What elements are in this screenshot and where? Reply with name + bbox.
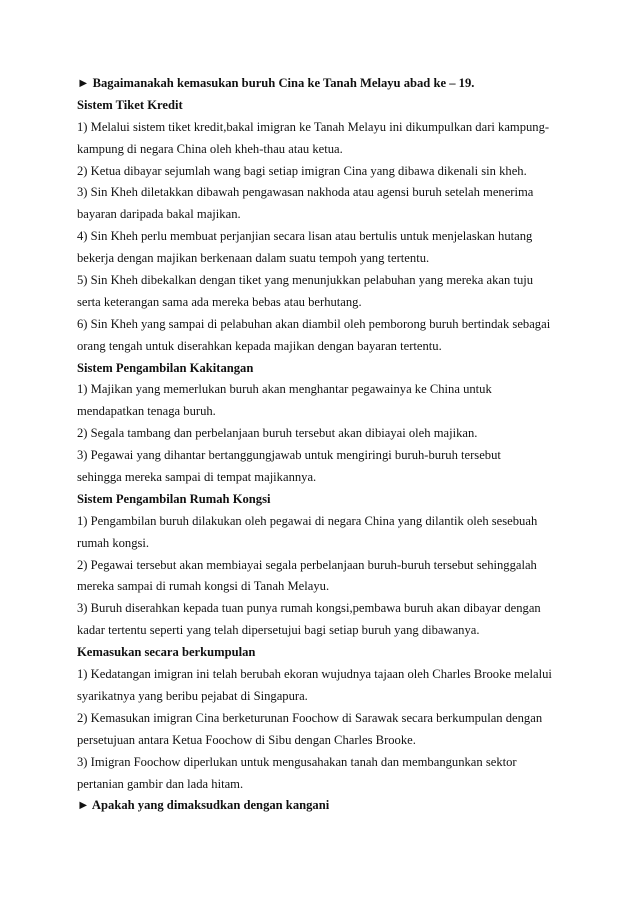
paragraph-line: 1) Kedatangan imigran ini telah berubah ekoran wujudnya tajaan oleh Charles Brooke melalui bbox=[77, 667, 552, 682]
paragraph-line: 1) Pengambilan buruh dilakukan oleh pegawai di negara China yang dilantik oleh sesebuah bbox=[77, 513, 538, 528]
paragraph-line: 5) Sin Kheh dibekalkan dengan tiket yang menunjukkan pelabuhan yang mereka akan tuju bbox=[77, 273, 534, 288]
paragraph-line: sehingga mereka sampai di tempat majikannya. bbox=[77, 470, 317, 485]
paragraph-line: 2) Segala tambang dan perbelanjaan buruh tersebut akan dibiayai oleh majikan. bbox=[77, 426, 478, 441]
paragraph-line: 2) Pegawai tersebut akan membiayai segala perbelanjaan buruh-buruh tersebut sehinggalah bbox=[77, 557, 537, 572]
paragraph-line: 2) Kemasukan imigran Cina berketurunan Foochow di Sarawak secara berkumpulan dengan bbox=[77, 710, 543, 725]
paragraph-line: orang tengah untuk diserahkan kepada majikan dengan bayaran tertentu. bbox=[77, 338, 442, 353]
paragraph-line: 4) Sin Kheh perlu membuat perjanjian secara lisan atau bertulis untuk menjelaskan hutang bbox=[77, 229, 533, 244]
paragraph-line: rumah kongsi. bbox=[77, 535, 150, 550]
section-heading-berkumpulan: Kemasukan secara berkumpulan bbox=[77, 645, 256, 660]
paragraph-line: 2) Ketua dibayar sejumlah wang bagi setiap imigran Cina yang dibawa dikenali sin kheh. bbox=[77, 163, 527, 178]
section-heading-pengambilan-kakitangan: Sistem Pengambilan Kakitangan bbox=[77, 360, 254, 375]
paragraph-line: 3) Buruh diserahkan kepada tuan punya rumah kongsi,pembawa buruh akan dibayar dengan bbox=[77, 601, 541, 616]
paragraph-line: serta keterangan sama ada mereka bebas atau berhutang. bbox=[77, 294, 362, 309]
paragraph-line: kadar tertentu seperti yang telah dipersetujui bagi setiap buruh yang dibawanya. bbox=[77, 623, 480, 638]
paragraph-line: 1) Majikan yang memerlukan buruh akan menghantar pegawainya ke China untuk bbox=[77, 382, 492, 397]
paragraph-line: 1) Melalui sistem tiket kredit,bakal imigran ke Tanah Melayu ini dikumpulkan dari kampung- bbox=[77, 119, 550, 134]
paragraph-line: 3) Sin Kheh diletakkan dibawah pengawasan nakhoda atau agensi buruh setelah menerima bbox=[77, 185, 534, 200]
paragraph-line: bekerja dengan majikan berkenaan dalam suatu tempoh yang tertentu. bbox=[77, 251, 430, 266]
document-body bbox=[77, 73, 572, 817]
paragraph-line: mendapatkan tenaga buruh. bbox=[77, 404, 216, 419]
paragraph-line: 3) Pegawai yang dihantar bertanggungjawab untuk mengiringi buruh-buruh tersebut bbox=[77, 448, 501, 463]
paragraph-line: syarikatnya yang beribu pejabat di Singapura. bbox=[77, 688, 308, 703]
paragraph-line: pertanian gambir dan lada hitam. bbox=[77, 776, 244, 791]
paragraph-line: bayaran daripada bakal majikan. bbox=[77, 207, 241, 222]
paragraph-line: mereka sampai di rumah kongsi di Tanah Melayu. bbox=[77, 579, 330, 594]
question-heading-2: ► Apakah yang dimaksudkan dengan kangani bbox=[77, 798, 330, 813]
section-heading-tiket-kredit: Sistem Tiket Kredit bbox=[77, 97, 183, 112]
paragraph-line: persetujuan antara Ketua Foochow di Sibu dengan Charles Brooke. bbox=[77, 732, 416, 747]
paragraph-line: 3) Imigran Foochow diperlukan untuk mengusahakan tanah dan membangunkan sektor bbox=[77, 754, 517, 769]
paragraph-line: 6) Sin Kheh yang sampai di pelabuhan akan diambil oleh pemborong buruh bertindak sebagai bbox=[77, 316, 551, 331]
paragraph-line: kampung di negara China oleh kheh-thau atau ketua. bbox=[77, 141, 343, 156]
section-heading-rumah-kongsi: Sistem Pengambilan Rumah Kongsi bbox=[77, 491, 271, 506]
question-heading-1: ► Bagaimanakah kemasukan buruh Cina ke Tanah Melayu abad ke – 19. bbox=[77, 76, 475, 90]
